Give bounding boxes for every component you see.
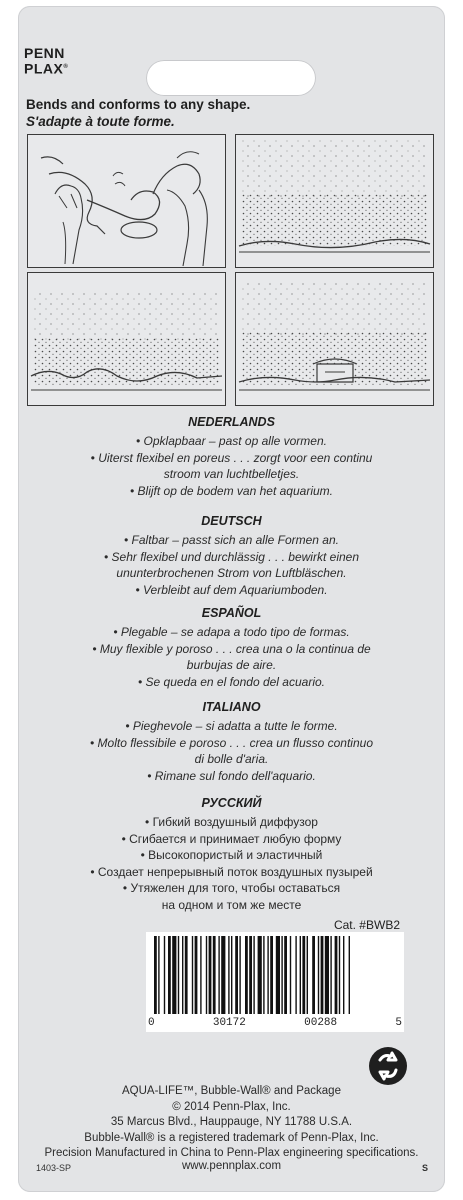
barcode-digit-group: 5 bbox=[395, 1017, 402, 1029]
language-line: • Se queda en el fondo del acuario. bbox=[137, 674, 325, 689]
barcode-bar bbox=[295, 936, 296, 1014]
barcode-bar bbox=[290, 936, 291, 1014]
barcode-bar bbox=[312, 936, 315, 1014]
recycle-icon bbox=[368, 1046, 408, 1086]
barcode-bar bbox=[245, 936, 248, 1014]
barcode-bar bbox=[258, 936, 262, 1014]
language-line: • Гибкий воздушный диффузор bbox=[145, 815, 318, 829]
language-line: на одном и том же месте bbox=[161, 897, 302, 912]
illustration-hands-bending bbox=[27, 134, 226, 268]
barcode-bar bbox=[318, 936, 319, 1014]
language-line: • Plegable – se adapa a todo tipo de formas. bbox=[113, 625, 350, 639]
barcode-bar bbox=[267, 936, 268, 1014]
language-title: DEUTSCH bbox=[201, 514, 262, 528]
barcode-bar bbox=[221, 936, 225, 1014]
barcode-bar bbox=[307, 936, 308, 1014]
barcode-bar bbox=[154, 936, 157, 1014]
barcode-bar bbox=[276, 936, 280, 1014]
language-line: • Сгибается и принимает любую форму bbox=[121, 831, 342, 846]
illustration-tank-wall-bubbles bbox=[27, 272, 226, 406]
barcode-bar bbox=[239, 936, 240, 1014]
barcode-digit-group: 0 bbox=[148, 1017, 155, 1029]
language-line: • Opklapbaar – past op alle vormen. bbox=[136, 434, 327, 448]
barcode-bar bbox=[168, 936, 171, 1014]
barcode-digit-group: 30172 bbox=[212, 1017, 246, 1029]
language-title: ESPAÑOL bbox=[201, 606, 262, 620]
barcode-bar bbox=[218, 936, 219, 1014]
website-url: www.pennplax.com bbox=[181, 1160, 282, 1172]
language-line: • Утяжелен для того, чтобы оставаться bbox=[122, 881, 341, 895]
barcode-bar bbox=[343, 936, 344, 1014]
headline bbox=[26, 96, 426, 130]
barcode-bar bbox=[200, 936, 201, 1014]
barcode-bar bbox=[330, 936, 331, 1014]
barcode-bar bbox=[228, 936, 229, 1014]
brand-line-1: PENN bbox=[24, 45, 65, 61]
barcode-bar bbox=[321, 936, 324, 1014]
language-section-spanish bbox=[18, 605, 445, 690]
language-section-russian bbox=[18, 795, 445, 913]
footer-line: Bubble-Wall® is a registered trademark of Penn-Plax, Inc. bbox=[84, 1131, 379, 1144]
barcode-bar bbox=[195, 936, 198, 1014]
barcode-bar bbox=[206, 936, 207, 1014]
hang-hole bbox=[146, 60, 316, 96]
language-line: • Rimane sul fondo dell'aquario. bbox=[147, 768, 316, 783]
language-line: • Uiterst flexibel en poreus . . . zorgt voor een continu bbox=[90, 450, 373, 465]
barcode-bar bbox=[158, 936, 159, 1014]
barcode-bar bbox=[249, 936, 252, 1014]
barcode-bar bbox=[178, 936, 179, 1014]
language-section-german bbox=[18, 513, 445, 598]
language-line: • Создает непрерывный поток воздушных пузырей bbox=[90, 864, 373, 879]
barcode-digit-group: 00288 bbox=[304, 1017, 338, 1029]
language-line: burbujas de aire. bbox=[186, 658, 277, 672]
barcode-bar bbox=[185, 936, 188, 1014]
barcode-bar bbox=[300, 936, 301, 1014]
language-line: • Pieghevole – si adatta a tutte le forme. bbox=[125, 719, 338, 733]
language-line: • Sehr flexibel und durchlässig . . . bewirkt einen bbox=[104, 549, 359, 564]
barcode-bar bbox=[335, 936, 338, 1014]
legal-footer bbox=[18, 1084, 445, 1162]
language-line: • Faltbar – passt sich an alle Formen an. bbox=[124, 533, 339, 547]
barcode-bar bbox=[235, 936, 238, 1014]
barcode-bar bbox=[302, 936, 305, 1014]
brand-line-2: PLAX bbox=[24, 60, 64, 77]
language-line: • Blijft op de bodem van het aquarium. bbox=[130, 483, 333, 498]
headline-en: Bends and conforms to any shape. bbox=[26, 97, 251, 112]
language-line: • Molto flessibile e poroso . . . crea un flusso continuo bbox=[89, 735, 373, 750]
language-line: • Verbleibt auf dem Aquariumboden. bbox=[135, 582, 328, 597]
barcode-bar bbox=[325, 936, 329, 1014]
language-line: • Muy flexible y poroso . . . crea una o la continua de bbox=[92, 641, 371, 656]
barcode-bar bbox=[182, 936, 183, 1014]
illustration-tank-ornament-bubbles bbox=[235, 272, 434, 406]
barcode-bar bbox=[339, 936, 340, 1014]
language-line: di bolle d'aria. bbox=[194, 752, 269, 766]
footer-line: AQUA-LIFE™, Bubble-Wall® and Package bbox=[122, 1085, 341, 1097]
print-code-right: S bbox=[422, 1163, 429, 1173]
barcode-bar bbox=[263, 936, 264, 1014]
barcode-digits bbox=[146, 1016, 404, 1032]
barcode-bar bbox=[231, 936, 232, 1014]
language-section-italian bbox=[18, 699, 445, 784]
illustration-tank-bottom-bubbles bbox=[235, 134, 434, 268]
barcode-bar bbox=[213, 936, 216, 1014]
footer-line: 35 Marcus Blvd., Hauppauge, NY 11788 U.S.A. bbox=[110, 1116, 353, 1128]
barcode bbox=[146, 932, 404, 1016]
print-code: 1403-SP bbox=[36, 1163, 72, 1173]
barcode-bar bbox=[270, 936, 273, 1014]
barcode-bar bbox=[209, 936, 212, 1014]
language-title: ITALIANO bbox=[202, 700, 261, 714]
brand-logo bbox=[24, 46, 96, 76]
language-title: РУССКИЙ bbox=[201, 796, 262, 810]
barcode-bar bbox=[192, 936, 193, 1014]
language-line: ununterbrochenen Strom von Luftbläschen. bbox=[116, 566, 347, 580]
language-line: • Высокопористый и эластичный bbox=[140, 848, 323, 862]
barcode-bar bbox=[253, 936, 254, 1014]
barcode-bar bbox=[349, 936, 350, 1014]
barcode-bar bbox=[281, 936, 282, 1014]
language-line: stroom van luchtbelletjes. bbox=[163, 467, 300, 481]
language-section-dutch bbox=[18, 414, 445, 499]
barcode-bar bbox=[164, 936, 165, 1014]
barcode-bar bbox=[172, 936, 176, 1014]
barcode-bar bbox=[284, 936, 287, 1014]
headline-fr: S'adapte à toute forme. bbox=[26, 114, 175, 129]
brand-mark: ® bbox=[63, 64, 69, 70]
footer-line: © 2014 Penn-Plax, Inc. bbox=[172, 1100, 291, 1113]
language-title: NEDERLANDS bbox=[188, 415, 275, 429]
catalog-number: Cat. #BWB2 bbox=[333, 918, 400, 932]
footer-line: Precision Manufactured in China to Penn-Plax engineering specifications. bbox=[44, 1147, 419, 1159]
